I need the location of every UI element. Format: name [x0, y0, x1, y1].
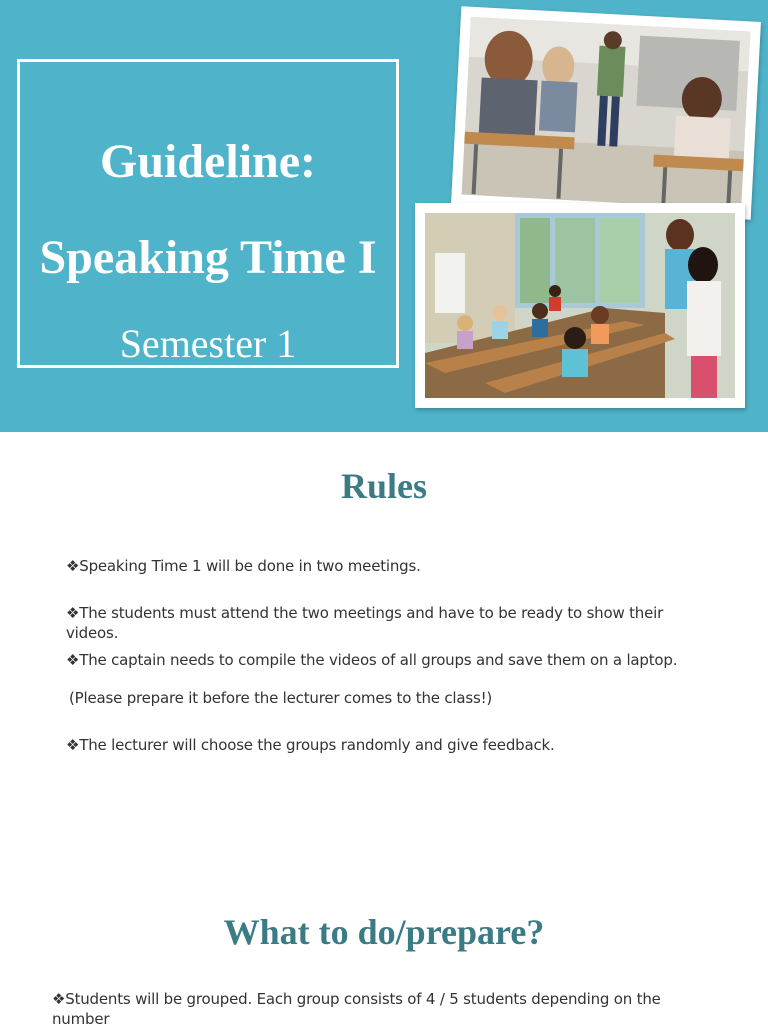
classroom-photo-2	[415, 203, 745, 408]
rule-text-4: The lecturer will choose the groups randomly and give feedback.	[79, 736, 555, 754]
title-box	[17, 59, 399, 368]
title-line-1: Guideline:	[99, 135, 317, 188]
title-line-2: Speaking Time I	[39, 231, 377, 284]
rule-item-3	[66, 650, 698, 670]
rule-item-3-continued: (Please prepare it before the lecturer comes to the class!)	[69, 689, 493, 707]
prepare-text-1: Students will be grouped. Each group consists of 4 / 5 students depending on the number	[52, 990, 661, 1028]
rule-text-2: The students must attend the two meetings and have to be ready to show their videos.	[66, 604, 664, 642]
rule-item-4	[66, 735, 698, 755]
title-line-3: Semester 1	[119, 321, 297, 366]
rule-text-1: Speaking Time 1 will be done in two meetings.	[79, 557, 421, 575]
title-banner	[0, 0, 768, 432]
diamond-bullet-icon: ❖	[66, 604, 80, 622]
diamond-bullet-icon: ❖	[66, 557, 80, 575]
diamond-bullet-icon: ❖	[66, 736, 80, 754]
classroom-photo-2-image	[425, 213, 735, 398]
rule-item-1	[66, 556, 698, 576]
rule-text-3: The captain needs to compile the videos of all groups and save them on a laptop.	[79, 651, 678, 669]
classroom-photo-1	[451, 6, 761, 219]
what-to-prepare-heading: What to do/prepare?	[223, 912, 545, 952]
diamond-bullet-icon: ❖	[66, 651, 80, 669]
rule-item-2	[66, 603, 698, 643]
prepare-item-1	[52, 989, 722, 1029]
diamond-bullet-icon: ❖	[52, 990, 66, 1008]
classroom-photo-1-image	[462, 17, 751, 209]
rules-heading: Rules	[340, 466, 427, 506]
